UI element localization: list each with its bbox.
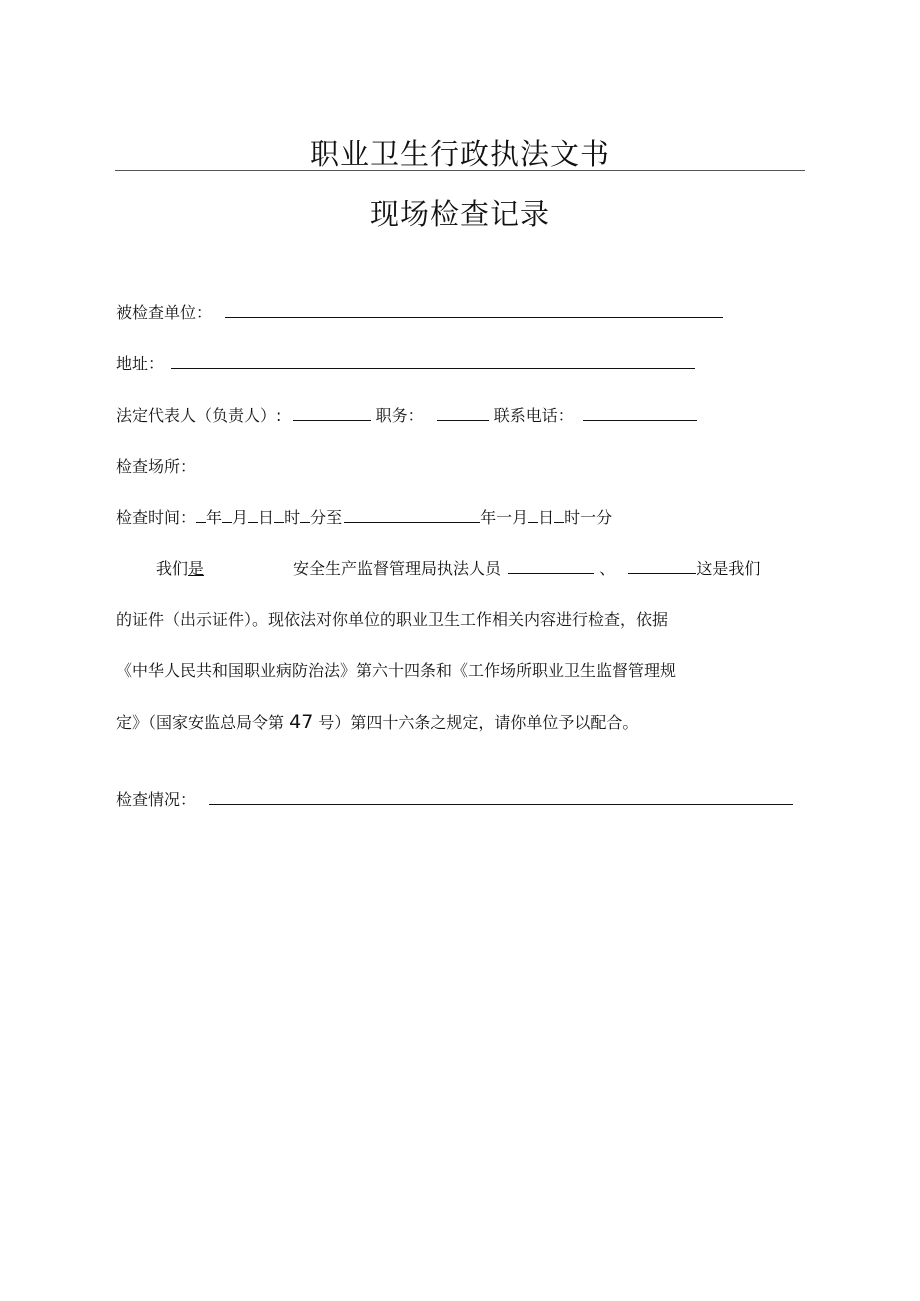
time-hour-start-field[interactable] (274, 508, 284, 523)
result-row (116, 790, 793, 810)
time-minute-start-field[interactable] (300, 508, 310, 523)
officer-1-field[interactable] (508, 559, 594, 574)
site-row (116, 457, 196, 477)
statement-line-4-a: 定》（国家安监总局令第 (116, 713, 285, 732)
statement-shi: 是 (188, 559, 205, 578)
inspected-unit-label: 被检查单位： (116, 303, 213, 322)
inspected-unit-field[interactable] (225, 303, 723, 318)
time-month-label: 月 (232, 508, 249, 527)
phone-field[interactable] (583, 406, 697, 421)
time-day-end-label: 日 (538, 508, 555, 527)
position-label: 职务： (375, 406, 424, 425)
title-divider (115, 170, 805, 171)
time-day-start-field[interactable] (248, 508, 258, 523)
time-day-end-field[interactable] (528, 508, 538, 523)
time-label: 检查时间： (116, 508, 197, 527)
statement-line-4-b: 号）第四十六条之规定，请你单位予以配合。 (318, 713, 639, 732)
address-field[interactable] (171, 354, 695, 369)
legal-rep-row (116, 406, 697, 426)
statement-line-1 (156, 559, 760, 579)
time-year-month-end-label: 年一月 (480, 508, 529, 527)
time-month-start-field[interactable] (222, 508, 232, 523)
officer-2-field[interactable] (628, 559, 696, 574)
time-year-label: 年 (206, 508, 223, 527)
time-hour-minute-end-label: 时一分 (564, 508, 613, 527)
site-label: 检查场所： (116, 457, 197, 476)
legal-rep-label: 法定代表人（负责人）: (116, 406, 282, 425)
time-to-label: 分至 (310, 508, 343, 527)
statement-lead: 我们 (156, 559, 189, 578)
address-label: 地址： (116, 354, 165, 373)
document-subtitle: 现场检查记录 (369, 197, 550, 231)
statement-line-4 (116, 712, 638, 733)
statement-tail: 这是我们 (696, 559, 761, 578)
time-hour-label: 时 (284, 508, 301, 527)
time-year-end-field[interactable] (344, 508, 480, 523)
time-hour-end-field[interactable] (554, 508, 564, 523)
result-label: 检查情况： (116, 790, 197, 809)
time-row (116, 508, 612, 528)
position-field[interactable] (437, 406, 489, 421)
time-day-label: 日 (258, 508, 275, 527)
legal-rep-field[interactable] (293, 406, 371, 421)
document-title: 职业卫生行政执法文书 (309, 137, 610, 171)
phone-label: 联系电话： (493, 406, 574, 425)
order-number: 47 (289, 711, 314, 733)
statement-sep: 、 (599, 559, 616, 578)
statement-line-2: 的证件（出示证件）。现依法对你单位的职业卫生工作相关内容进行检查，依据 (116, 610, 669, 629)
result-field[interactable] (209, 790, 793, 805)
statement-bureau: 安全生产监督管理局执法人员 (293, 559, 502, 578)
address-row (116, 354, 695, 374)
statement-line-3: 《中华人民共和国职业病防治法》第六十四条和《工作场所职业卫生监督管理规 (116, 661, 677, 680)
time-year-start-field[interactable] (196, 508, 206, 523)
inspected-unit-row (116, 303, 723, 323)
